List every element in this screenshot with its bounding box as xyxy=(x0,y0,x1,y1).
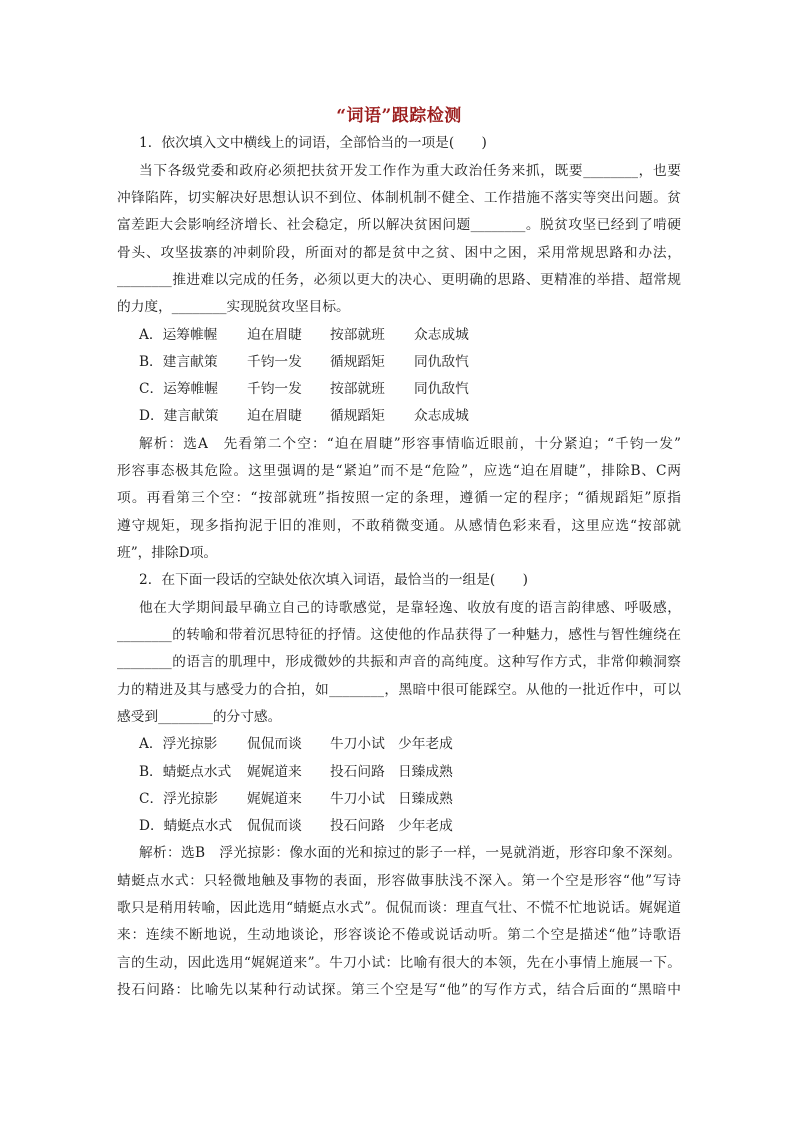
analysis-line: 班”，排除D项。 xyxy=(117,545,218,561)
option-label: D． xyxy=(139,818,164,835)
option-choice: 众志成城 xyxy=(414,408,469,425)
option-d xyxy=(117,813,681,840)
option-label: D． xyxy=(139,408,164,425)
option-choice: 浮光掠影 xyxy=(163,790,218,807)
option-choice: 侃侃而谈 xyxy=(247,818,302,835)
analysis-line: 投石问路：比喻先以某种行动试探。第三个空是写“他”的写作方式，结合后面的“黑暗中 xyxy=(117,982,681,998)
option-choice: 日臻成熟 xyxy=(398,790,453,807)
option-choice: 娓娓道来 xyxy=(247,763,302,780)
option-first-choice xyxy=(139,376,218,403)
question-stem: 2．在下面一段话的空缺处依次填入词语，最恰当的一组是( ) xyxy=(139,572,528,589)
option-choice: 按部就班 xyxy=(330,326,385,343)
option-choice: 按部就班 xyxy=(330,381,385,398)
option-b xyxy=(117,349,681,376)
option-c xyxy=(117,376,681,403)
option-label: B． xyxy=(139,763,163,780)
analysis-line: 遵守规矩，现多指拘泥于旧的准则，不敢稍微变通。从感情色彩来看，这里应选“按部就 xyxy=(117,517,681,534)
option-choice: 循规蹈矩 xyxy=(330,353,385,370)
option-choice: 循规蹈矩 xyxy=(330,408,385,425)
exam-page xyxy=(117,103,681,1004)
question-stem: 1．依次填入文中横线上的词语，全部恰当的一项是( ) xyxy=(139,135,487,152)
option-choice: 娓娓道来 xyxy=(247,790,302,807)
analysis-line: 项。再看第三个空：“按部就班”指按照一定的条理，遵循一定的程序；“循规蹈矩”原指 xyxy=(117,490,681,507)
option-choice: 迫在眉睫 xyxy=(247,408,302,425)
passage-line: 骨头、攻坚拔寨的冲刺阶段，所面对的都是贫中之贫、困中之困，采用常规思路和办法， xyxy=(117,244,681,261)
option-choice: 同仇敌忾 xyxy=(414,353,469,370)
option-choice: 投石问路 xyxy=(330,763,385,780)
option-choice: 投石问路 xyxy=(330,818,385,835)
passage-line: ________推进难以完成的任务，必须以更大的决心、更明确的思路、更精准的举措、超常规 xyxy=(117,271,681,288)
option-first-choice xyxy=(139,349,218,376)
option-choice: 运筹帷幄 xyxy=(162,326,218,343)
passage-line: 富差距大会影响经济增长、社会稳定，所以解决贫困问题________。脱贫攻坚已经到了啃硬 xyxy=(117,217,681,234)
option-choice: 迫在眉睫 xyxy=(247,326,302,343)
option-choice: 蜻蜓点水式 xyxy=(162,763,232,780)
option-b xyxy=(117,759,681,786)
option-first-choice xyxy=(139,759,231,786)
analysis-line: 蜻蜓点水式：只轻微地触及事物的表面，形容做事肤浅不深入。第一个空是形容“他”写诗 xyxy=(117,872,681,889)
option-first-choice xyxy=(139,786,218,813)
option-label: C． xyxy=(139,381,164,398)
option-choice: 浮光掠影 xyxy=(162,736,218,753)
passage-line: 当下各级党委和政府必须把扶贫开发工作作为重大政治任务来抓，既要________，也要 xyxy=(139,162,681,179)
option-label: C． xyxy=(139,790,164,807)
passage-line: 的力度，________实现脱贫攻坚目标。 xyxy=(117,299,350,316)
option-choice: 同仇敌忾 xyxy=(414,381,469,398)
option-first-choice xyxy=(139,813,232,840)
option-a xyxy=(117,322,681,349)
option-first-choice xyxy=(139,322,217,349)
passage-line: ________的转喻和带着沉思特征的抒情。这使他的作品获得了一种魅力，感性与智性缠绕在 xyxy=(117,626,681,643)
option-c xyxy=(117,786,681,813)
analysis-line: 解析：选B 浮光掠影：像水面的光和掠过的影子一样，一晃就消逝，形容印象不深刻。 xyxy=(139,845,681,862)
passage-line: 感受到________的分寸感。 xyxy=(117,708,282,725)
option-choice: 牛刀小试 xyxy=(330,736,385,753)
option-first-choice xyxy=(139,731,217,758)
option-choice: 牛刀小试 xyxy=(330,790,385,807)
page-title: “词语”跟踪检测 xyxy=(336,106,462,126)
option-choice: 千钧一发 xyxy=(247,381,302,398)
option-first-choice xyxy=(139,403,218,430)
analysis-line: 歌只是稍用转喻，因此选用“蜻蜓点水式”。侃侃而谈：理直气壮、不慌不忙地说话。娓娓道 xyxy=(117,900,681,917)
option-choice: 建言献策 xyxy=(163,408,219,425)
option-choice: 运筹帷幄 xyxy=(163,381,218,398)
passage-line: 冲锋陷阵，切实解决好思想认识不到位、体制机制不健全、工作措施不落实等突出问题。贫 xyxy=(117,189,681,206)
passage-line: ________的语言的肌理中，形成微妙的共振和声音的高纯度。这种写作方式，非常仰赖洞察 xyxy=(117,654,681,671)
analysis-line: 解析：选A 先看第二个空：“迫在眉睫”形容事情临近眼前，十分紧迫；“千钧一发” xyxy=(139,435,681,452)
option-choice: 千钧一发 xyxy=(247,353,302,370)
option-label: A． xyxy=(139,736,163,753)
option-choice: 众志成城 xyxy=(414,326,469,343)
option-a xyxy=(117,731,681,758)
option-label: A． xyxy=(139,326,163,343)
option-choice: 侃侃而谈 xyxy=(247,736,302,753)
option-d xyxy=(117,403,681,430)
option-choice: 少年老成 xyxy=(398,818,453,835)
passage-line: 他在大学期间最早确立自己的诗歌感觉，是靠轻逸、收放有度的语言韵律感、呼吸感， xyxy=(139,599,681,616)
option-choice: 建言献策 xyxy=(162,353,218,370)
option-choice: 蜻蜓点水式 xyxy=(163,818,233,835)
option-choice: 少年老成 xyxy=(398,736,453,753)
analysis-line: 言的生动，因此选用“娓娓道来”。牛刀小试：比喻有很大的本领，先在小事情上施展一下。 xyxy=(117,954,681,971)
passage-line: 力的精进及其与感受力的合拍，如________，黑暗中很可能踩空。从他的一批近作中，可以 xyxy=(117,681,681,698)
option-choice: 日臻成熟 xyxy=(398,763,453,780)
analysis-line: 来：连续不断地说，生动地谈论，形容谈论不倦或说话动听。第二个空是描述“他”诗歌语 xyxy=(117,927,681,944)
analysis-line: 形容事态极其危险。这里强调的是“紧迫”而不是“危险”，应选“迫在眉睫”，排除B、C两 xyxy=(117,463,681,480)
option-label: B． xyxy=(139,353,163,370)
